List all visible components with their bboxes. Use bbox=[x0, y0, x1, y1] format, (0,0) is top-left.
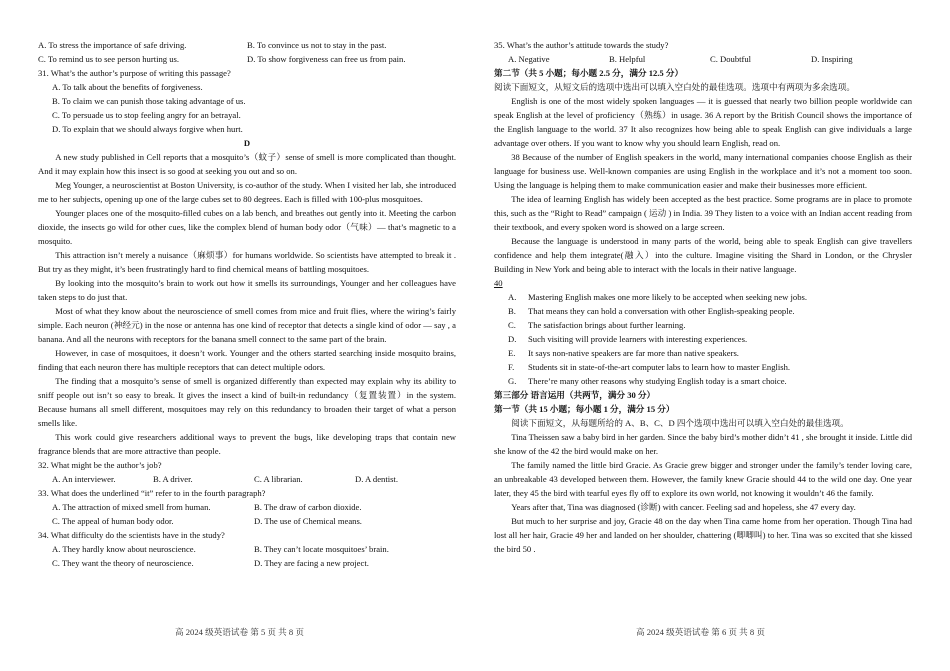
passage-paragraph: Meg Younger, a neuroscientist at Boston University, is co-author of the study. When I visited her lab, she introduced me to her subjects, opening up one of the large cubes set to 80 degrees. Each is filled with 100-plus mosquitoes. bbox=[38, 180, 456, 204]
passage-paragraph: English is one of the most widely spoken languages — it is guessed that nearly two billion people worldwide can speak English at the level of proficiency（熟练）in usage. 36 A report by the British Council shows the importance of the English language to the world. 37 It also recognizes how being able to speak English can give individuals a large advantage over others. If you want to know why you should learn English, read on. bbox=[494, 96, 912, 148]
question-33: 33. What does the underlined “it” refer to in the fourth paragraph? bbox=[38, 488, 266, 498]
q30-options-row1 bbox=[38, 38, 456, 52]
q33-options-row2 bbox=[38, 514, 456, 528]
cloze-paragraph: But much to her surprise and joy, Gracie 48 on the day when Tina came home from her operation. Though Tina had lost all her hair, Gracie 49 her and landed on her shoulder, chattering (唧唧叫) to her. Tina was so excited that she kissed the bird 50 . bbox=[494, 516, 912, 554]
passage-paragraph: A new study published in Cell reports that a mosquito’s（蚊子）sense of smell is more complicated than thought. And it may explain how this insect is so good at seeking you out and so on. bbox=[38, 152, 456, 176]
page-footer-left: 高 2024 级英语试卷 第 5 页 共 8 页 bbox=[175, 627, 304, 637]
option[interactable]: C. To remind us to see person hurting us. bbox=[38, 54, 180, 64]
section-d-heading: D bbox=[243, 138, 251, 148]
option-letter: D. bbox=[508, 334, 517, 344]
option[interactable]: B. To claim we can punish those taking advantage of us. bbox=[52, 96, 246, 106]
section2-title: 第二节（共 5 小题；每小题 2.5 分，满分 12.5 分） bbox=[494, 68, 684, 78]
option[interactable]: B. They can’t locate mosquitoes’ brain. bbox=[254, 544, 389, 554]
q34-options-row2 bbox=[38, 556, 456, 570]
option[interactable]: B. The draw of carbon dioxide. bbox=[254, 502, 362, 512]
passage-paragraph: The finding that a mosquito’s sense of smell is organized differently than expected may explain why its ability to sniff people out isn’t so easy to break. It gives the insect a kind of built-in redundancy（复置装置）in the system. Because humans all smell different, mosquitoes may rely on this redundancy to broaden their target of what a person smells like. bbox=[38, 376, 456, 428]
section2-instructions: 阅读下面短文，从短文后的选项中选出可以填入空白处的最佳选项。选项中有两项为多余选项。 bbox=[494, 82, 855, 92]
option-text: It says non-native speakers are far more than native speakers. bbox=[528, 348, 739, 358]
page-footer-right: 高 2024 级英语试卷 第 6 页 共 8 页 bbox=[636, 627, 765, 637]
option[interactable]: B. Helpful bbox=[609, 54, 646, 64]
option[interactable]: B. A driver. bbox=[153, 474, 193, 484]
question-35: 35. What’s the author’s attitude towards the study? bbox=[494, 40, 669, 50]
option-letter: F. bbox=[508, 362, 515, 372]
q34-options-row1 bbox=[38, 542, 456, 556]
passage-paragraph: This work could give researchers additional ways to prevent the bugs, like developing traps that contain new fragrance blends that are more attractive than people. bbox=[38, 432, 456, 456]
passage-paragraph: Because the language is understood in many parts of the world, being able to speak English can give travellers confidence and help them integrate(融入）into the culture. Imagine visiting the Shard in London, or the Chrysler Building in New York and being able to interact with the locals in their native language. bbox=[494, 236, 912, 274]
option[interactable]: D. To show forgiveness can free us from pain. bbox=[247, 54, 406, 64]
option[interactable]: D. The use of Chemical means. bbox=[254, 516, 362, 526]
q35-options bbox=[494, 52, 912, 66]
cloze-paragraph: The family named the little bird Gracie. As Gracie grew bigger and stronger under the family’s tender loving care, an unbreakable 43 developed between them. However, the family knew Gracie should 44 to the wild one day. One year later, they 45 the bird with tearful eyes fly off to explore its own world, not knowing it wouldn’t 46 the family. bbox=[494, 460, 912, 498]
option-text: That means they can hold a conversation with other English-speaking people. bbox=[528, 306, 795, 316]
seven-option[interactable] bbox=[494, 374, 912, 388]
cloze-paragraph: Years after that, Tina was diagnosed (诊断) with cancer. Feeling sad and hopeless, she 47 every day. bbox=[511, 502, 856, 512]
option-text: Mastering English makes one more likely to be accepted when seeking new jobs. bbox=[528, 292, 807, 302]
part3-instructions: 阅读下面短文，从每题所给的 A、B、C、D 四个选项中选出可以填入空白处的最佳选项。 bbox=[511, 418, 849, 428]
passage-paragraph: Younger places one of the mosquito-filled cubes on a lab bench, and breathes out gently into it. Meeting the carbon dioxide, the insects go wild for other cues, like the complex blend of human body odor（气味）— that’s magnetic to a mosquito. bbox=[38, 208, 456, 246]
option[interactable]: B. To convince us not to stay in the past. bbox=[247, 40, 387, 50]
option-letter: C. bbox=[508, 320, 516, 330]
seven-option[interactable] bbox=[494, 360, 912, 374]
q33-options-row1 bbox=[38, 500, 456, 514]
blank-40[interactable]: 40 bbox=[494, 278, 503, 288]
option[interactable]: A. To talk about the benefits of forgiveness. bbox=[52, 82, 203, 92]
question-31: 31. What’s the author’s purpose of writing this passage? bbox=[38, 68, 231, 78]
seven-option[interactable] bbox=[494, 346, 912, 360]
option[interactable]: A. They hardly know about neuroscience. bbox=[52, 544, 196, 554]
option[interactable]: D. A dentist. bbox=[355, 474, 398, 484]
option-text: The satisfaction brings about further learning. bbox=[528, 320, 686, 330]
option[interactable]: A. An interviewer. bbox=[52, 474, 116, 484]
seven-option[interactable] bbox=[494, 304, 912, 318]
option[interactable]: A. The attraction of mixed smell from human. bbox=[52, 502, 211, 512]
passage-paragraph: This attraction isn’t merely a nuisance（麻烦事）for humans worldwide. So scientists have attempted to break it . But try as they might, it’s been frustratingly hard to find chemical means of battling mosquitoes. bbox=[38, 250, 456, 274]
option-text: Students sit in state-of-the-art computer labs to learn how to master English. bbox=[528, 362, 791, 372]
passage-paragraph: 38 Because of the number of English speakers in the world, many international companies choose English as their language for business use. Well-known companies are using English in the workplace and it’s not a moment too soon. Using the language is helping them to make communication easier and make their businesses more efficient. bbox=[494, 152, 912, 190]
seven-option[interactable] bbox=[494, 332, 912, 346]
question-34: 34. What difficulty do the scientists have in the study? bbox=[38, 530, 225, 540]
right-column bbox=[494, 38, 912, 556]
left-column bbox=[38, 38, 456, 570]
option-text: There’re many other reasons why studying English today is a smart choice. bbox=[528, 376, 787, 386]
q32-options bbox=[38, 472, 456, 486]
passage-paragraph: Most of what they know about the neuroscience of smell comes from mice and fruit flies, where the wiring’s fairly simple. Each neuron (神经元) in the nose or antenna has one kind of receptor that detects a single kind of odor — say , a banana. And all the neurons with receptors for the banana smell connect to the same part of the brain. bbox=[38, 306, 456, 344]
option[interactable]: D. To explain that we should always forgive when hurt. bbox=[52, 124, 243, 134]
cloze-paragraph: Tina Theissen saw a baby bird in her garden. Since the baby bird’s mother didn’t 41 , she brought it inside. Little did she know of the 42 the bird would make on her. bbox=[494, 432, 912, 456]
option-letter: E. bbox=[508, 348, 516, 358]
option-letter: B. bbox=[508, 306, 516, 316]
passage-paragraph: By looking into the mosquito’s brain to work out how it smells its surroundings, Younger and her colleagues have taken steps to do just that. bbox=[38, 278, 456, 302]
part3-section1-title: 第一节（共 15 小题；每小题 1 分，满分 15 分） bbox=[494, 404, 675, 414]
option[interactable]: C. A librarian. bbox=[254, 474, 303, 484]
option[interactable]: C. The appeal of human body odor. bbox=[52, 516, 174, 526]
option-letter: A. bbox=[508, 292, 517, 302]
option-letter: G. bbox=[508, 376, 517, 386]
option[interactable]: A. Negative bbox=[508, 54, 550, 64]
option-text: Such visiting will provide learners with interesting experiences. bbox=[528, 334, 748, 344]
passage-paragraph: However, in case of mosquitoes, it doesn’t work. Younger and the others started searching inside mosquito brains, finding that each neuron there has multiple receptors that can detect multiple odors. bbox=[38, 348, 456, 372]
option[interactable]: D. They are facing a new project. bbox=[254, 558, 369, 568]
part3-title: 第三部分 语言运用（共两节，满分 30 分） bbox=[494, 390, 656, 400]
seven-option[interactable] bbox=[494, 290, 912, 304]
option[interactable]: A. To stress the importance of safe driving. bbox=[38, 40, 187, 50]
option[interactable]: C. To persuade us to stop feeling angry for an betrayal. bbox=[52, 110, 241, 120]
seven-option[interactable] bbox=[494, 318, 912, 332]
passage-paragraph: The idea of learning English has widely been accepted as the best practice. Some programs are in place to promote this, such as the “Right to Read” campaign ( 运动 ) in India. 39 They listen to a voice with an Indian accent reading from their textbook, and every spoken word is showed on a large screen. bbox=[494, 194, 912, 232]
option[interactable]: C. Doubtful bbox=[710, 54, 752, 64]
q30-options-row2 bbox=[38, 52, 456, 66]
question-32: 32. What might be the author’s job? bbox=[38, 460, 162, 470]
option[interactable]: D. Inspiring bbox=[811, 54, 853, 64]
option[interactable]: C. They want the theory of neuroscience. bbox=[52, 558, 194, 568]
